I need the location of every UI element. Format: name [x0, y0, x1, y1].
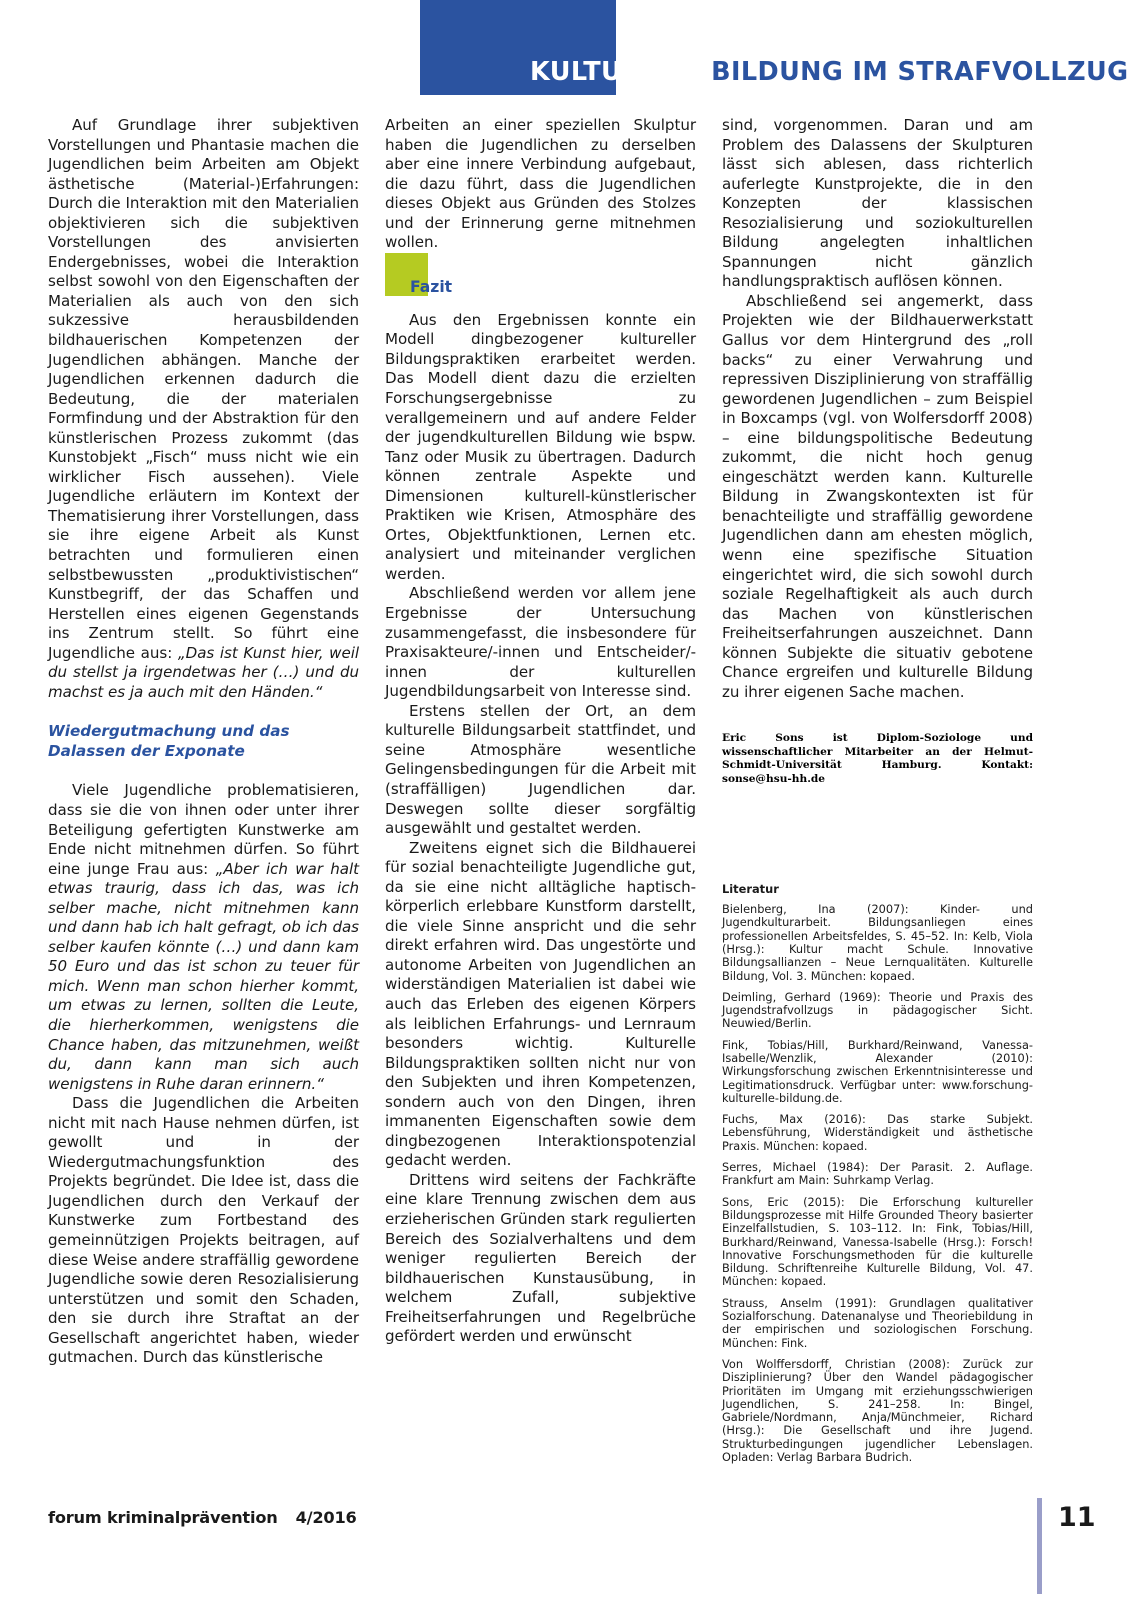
section-heading-fazit: Fazit	[410, 277, 453, 296]
paragraph: Dass die Jugendlichen die Arbeiten nicht mit nach Hause nehmen dürfen, ist gewollt und in der Wiedergutmachungsfunktion des Projekts begründet. Die Idee ist, dass die Jugendlichen durch den Verkauf der Kunstwerke zum Fortbestand des gemeinnützigen Projekts beitragen, auf diese Weise andere straffällig gewordene Jugendliche sowie deren Resozialisierung unterstützen und somit den Schaden, den sie durch ihre Straftat an der Gesellschaft angerichtet haben, wieder gutmachen. Durch das künstlerische	[48, 1094, 359, 1367]
footer-divider	[1037, 1498, 1042, 1594]
literature-entry: Sons, Eric (2015): Die Erforschung kultureller Bildungsprozesse mit Hilfe Grounded Theory basierter Einzelfallstudien, S. 103–112. In: Fink, Tobias/Hill, Burkhard/Reinwand, Vanessa-Isabelle (Hrsg.): Forsch! Innovative Forschungsmethoden für die kulturelle Bildung. Schriftenreihe Kulturelle Bildung, Vol. 47. München: kopaed.	[722, 1194, 1033, 1289]
paragraph: Erstens stellen der Ort, an dem kulturelle Bildungsarbeit stattfindet, und seine Atmosphäre wesentliche Gelingensbedingungen für die Arbeit mit (straffälligen) Jugendlichen dar. Deswegen sollte dieser sorgfältig ausgewählt und gestaltet werden.	[385, 701, 696, 838]
column-1	[48, 116, 359, 1368]
footer-publication-info	[48, 1508, 357, 1527]
spacer	[722, 702, 1033, 732]
literature-entry: Von Wolffersdorff, Christian (2008): Zurück zur Disziplinierung? Über den Wandel pädagogischer Prioritäten im Umgang mit erziehungsschwierigen Jugendlichen, S. 241–258. In: Bingel, Gabriele/Nordmann, Anja/Münchmeier, Richard (Hrsg.): Die Gesellschaft und ihre Jugend. Strukturbedingungen jugendlicher Lebenslagen. Opladen: Verlag Barbara Budrich.	[722, 1356, 1033, 1465]
literature-entry: Serres, Michael (1984): Der Parasit. 2. Auflage. Frankfurt am Main: Suhrkamp Verlag.	[722, 1160, 1033, 1188]
pull-quote: „Das ist Kunst hier, weil du stellst ja irgendetwas her (…) und du machst es ja auch mit den Händen.“	[48, 643, 359, 701]
spacer	[722, 786, 1033, 882]
page-title-rest: BILDUNG IM STRAFVOLLZUG	[711, 57, 1129, 87]
publication-name: forum kriminalprävention	[48, 1508, 278, 1527]
literature-entry: Fink, Tobias/Hill, Burkhard/Reinwand, Vanessa-Isabelle/Wenzlik, Alexander (2010): Wirkungsforschung zwischen Erkenntnisinteresse und Legitimationsdruck. Verfügbar unter: www.forschung-kulturelle-bildung.de.	[722, 1037, 1033, 1105]
paragraph: Arbeiten an einer speziellen Skulptur haben die Jugendlichen zu derselben aber eine innere Verbindung aufgebaut, die dazu führt, dass die Jugendlichen dieses Objekt aus Gründen des Stolzes und der Erinnerung gerne mitnehmen wollen.	[385, 116, 696, 252]
paragraph-text: Auf Grundlage ihrer subjektiven Vorstellungen und Phantasie machen die Jugendlichen beim Arbeiten am Objekt ästhetische (Material-)Erfahrungen: Durch die Interaktion mit den Materialien objektivieren sich die subjektiven Vorstellungen des anvisierten Endergebnisses, wobei die Interaktion selbst sowohl von den Eigenschaften der Materialien als auch von den sich sukzessive herausbildenden bildhauerischen Kompetenzen der Jugendlichen abhängen. Manche der Jugendlichen erkennen dadurch die Bedeutung, die der materialen Formfindung und der Abstraktion für den künstlerischen Prozess zukommt (das Kunstobjekt „Fisch“ muss nicht wie ein wirklicher Fisch aussehen). Viele Jugendliche erläutern im Kontext der Thematisierung ihrer Vorstellungen, dass sie ihre eigene Arbeit als Kunst betrachten und formulieren einen selbstbewussten „produktivistischen“ Kunstbegriff, der das Schaffen und Herstellen eines eigenen Gegenstands ins Zentrum stellt. So führt eine Jugendliche aus:	[48, 116, 359, 662]
spacer	[48, 761, 359, 781]
paragraph	[48, 781, 359, 1094]
paragraph	[48, 116, 359, 702]
issue-number: 4/2016	[295, 1508, 357, 1527]
paragraph: Zweitens eignet sich die Bildhauerei für sozial benachteiligte Jugendliche gut, da sie eine nicht alltägliche haptisch-körperlich erlebbare Kunstform darstellt, die viele Sinne anspricht und die sehr direkt erfahren wird. Das ungestörte und autonome Arbeiten von Jugendlichen an widerständigen Materialien ist dabei wie auch das Erleben des eigenen Körpers als leiblichen Erfahrungs- und Lernraum besonders wichtig. Kulturelle Bildungspraktiken sollten nicht nur von den Subjekten und ihren Kompetenzen, sondern auch von den Dingen, ihren immanenten Eigenschaften sowie dem dingbezogenen Interaktionspotenzial gedacht werden.	[385, 838, 696, 1170]
paragraph: Aus den Ergebnissen konnte ein Modell dingbezogener kultureller Bildungspraktiken erarbeitet werden. Das Modell dient dazu die erzielten Forschungsergebnisse zu verallgemeinern und auf andere Felder der jugendkulturellen Bildung wie bspw. Tanz oder Musik zu übertragen. Dadurch können zentrale Aspekte und Dimensionen kulturell-künstlerischer Praktiken wie Krisen, Atmosphäre des Ortes, Objektfunktionen, Lernen etc. analysiert und miteinander verglichen werden.	[385, 310, 696, 583]
paragraph-text: Viele Jugendliche problematisieren, dass sie die von ihnen oder unter ihrer Beteiligung gefertigten Kunstwerke am Ende nicht mitnehmen dürfen. So führt eine junge Frau aus:	[48, 781, 359, 878]
section-subheading: Wiedergutmachung und das Dalassen der Exponate	[48, 722, 290, 760]
paragraph: sind, vorgenommen. Daran und am Problem des Dalassens der Skulpturen lässt sich ablesen, dass richterlich auferlegte Kunstprojekte, die in den Konzepten der klassischen Resozialisierung und soziokulturellen Bildung angelegten inhaltlichen Spannungen nicht gänzlich handlungspraktisch auflösen können.	[722, 116, 1033, 291]
literature-heading: Literatur	[722, 882, 779, 897]
literature-entry: Fuchs, Max (2016): Das starke Subjekt. Lebensführung, Widerständigkeit und ästhetische Praxis. München: kopaed.	[722, 1112, 1033, 1153]
page-header	[0, 0, 1132, 100]
column-2	[385, 116, 696, 1347]
literature-entry: Strauss, Anselm (1991): Grundlagen qualitativer Sozialforschung. Datenanalyse und Theoriebildung in der empirischen und soziologischen Forschung. München: Fink.	[722, 1295, 1033, 1350]
paragraph: Abschließend sei angemerkt, dass Projekten wie der Bildhauerwerkstatt Gallus vor dem Hintergrund des „roll backs“ zu einer Verwahrung und repressiven Disziplinierung von straffällig gewordenen Jugendlichen – zum Beispiel in Boxcamps (vgl. von Wolfersdorff 2008) – eine bildungspolitische Bedeutung zukommt, die nicht hoch genug eingeschätzt werden kann. Kulturelle Bildung in Zwangskontexten ist für benachteiligte und straffällig gewordene Jugendlichen dann am ehesten möglich, wenn eine spezifische Situation eingerichtet wird, die sich sowohl durch soziale Regelhaftigkeit als auch durch das Machen von künstlerischen Freiheitserfahrungen auszeichnet. Dann können Subjekte die situativ gebotene Chance ergreifen und kulturelle Bildung zu ihrer eigenen Sache machen.	[722, 291, 1033, 701]
page-title-highlight: KULTURELLE	[530, 57, 712, 87]
paragraph: Drittens wird seitens der Fachkräfte eine klare Trennung zwischen dem aus erzieherischen Gründen stark regulierten Bereich des Sozialverhaltens und dem weniger regulierten Bereich der bildhauerischen Kunstausübung, in welchem Zufall, subjektive Freiheitserfahrungen und Regelbrüche gefördert werden und erwünscht	[385, 1170, 696, 1346]
literature-entry: Deimling, Gerhard (1969): Theorie und Praxis des Jugendstrafvollzugs in pädagogischer Sicht. Neuwied/Berlin.	[722, 989, 1033, 1031]
author-biography: Eric Sons ist Diplom-Soziologe und wissenschaftlicher Mitarbeiter an der Helmut-Schmidt-Universität Hamburg. Kontakt: sonse@hsu-hh.de	[722, 732, 1033, 785]
paragraph: Abschließend werden vor allem jene Ergebnisse der Untersuchung zusammengefasst, die insbesondere für Praxisakteure/-innen und Entscheider/-innen der kulturellen Jugendbildungsarbeit von Interesse sind.	[385, 584, 696, 701]
column-3	[722, 116, 1033, 1464]
page-title	[420, 57, 1129, 91]
literature-entry: Bielenberg, Ina (2007): Kinder- und Jugendkulturarbeit. Bildungsanliegen eines professionellen Arbeitsfeldes, S. 45–52. In: Kelb, Viola (Hrsg.): Kultur macht Schule. Innovative Bildungsallianzen – Neue Lernqualitäten. Kulturelle Bildung, Vol. 3. München: kopaed.	[722, 902, 1033, 983]
page-footer	[0, 1502, 1132, 1568]
spacer	[48, 702, 359, 722]
pull-quote: „Aber ich war halt etwas traurig, dass ich das, was ich selber mache, nicht mitnehmen kann und dann hab ich halt gefragt, ob ich das selber kaufen könnte (…) und dann kam 50 Euro und das ist schon zu teuer für mich. Wenn man schon hierher kommt, um etwas zu lernen, sollten die Leute, die hierherkommen, wenigstens die Chance haben, das mitzunehmen, weißt du, dann kann man sich auch wenigstens in Ruhe daran erinnern.“	[48, 859, 359, 1093]
fazit-heading-block	[385, 253, 696, 311]
page-number: 11	[1058, 1502, 1096, 1533]
